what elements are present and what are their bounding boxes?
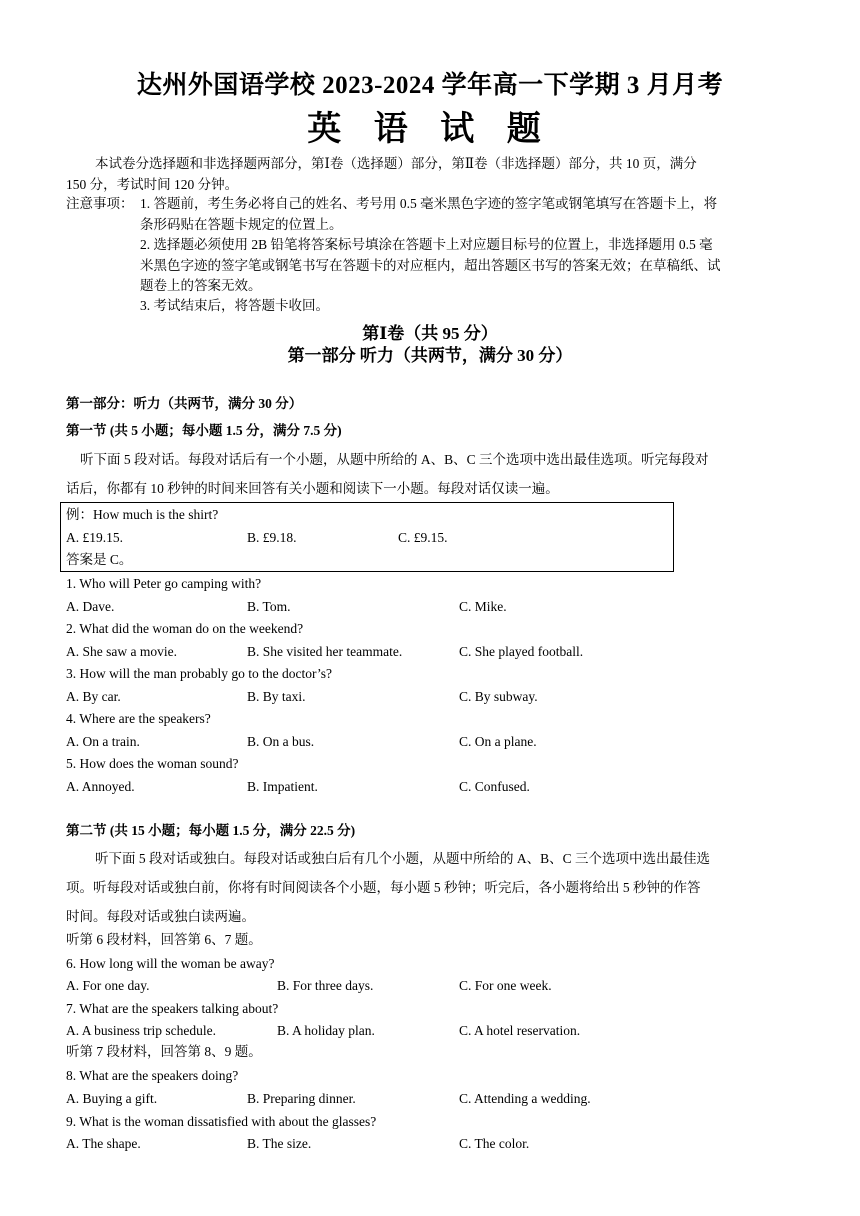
question-4-option-b: B. On a bus. xyxy=(247,734,315,749)
section-1-instruction-1: 听下面 5 段对话。每段对话后有一个小题，从题中所给的 A、B、C 三个选项中选出最佳选项。听完每段对 xyxy=(80,452,709,467)
question-4-option-c: C. On a plane. xyxy=(459,734,537,749)
question-4-option-a: A. On a train. xyxy=(66,734,140,749)
question-5: 5. How does the woman sound? xyxy=(66,756,239,771)
note-2-line-3: 题卷上的答案无效。 xyxy=(140,278,262,293)
question-2-option-c: C. She played football. xyxy=(459,644,584,659)
question-8-option-b: B. Preparing dinner. xyxy=(247,1091,356,1106)
question-2-option-a: A. She saw a movie. xyxy=(66,644,177,659)
question-7-option-c: C. A hotel reservation. xyxy=(459,1023,581,1038)
question-5-option-c: C. Confused. xyxy=(459,779,530,794)
section-2-instruction-1: 听下面 5 段对话或独白。每段对话或独白后有几个小题，从题中所给的 A、B、C 三个选项中选出最佳选 xyxy=(95,851,711,866)
question-6-option-c: C. For one week. xyxy=(459,978,552,993)
question-6-option-a: A. For one day. xyxy=(66,978,150,993)
question-7: 7. What are the speakers talking about? xyxy=(66,1001,279,1016)
question-1: 1. Who will Peter go camping with? xyxy=(66,576,262,591)
question-9-option-c: C. The color. xyxy=(459,1136,530,1151)
question-1-option-c: C. Mike. xyxy=(459,599,507,614)
question-8-option-a: A. Buying a gift. xyxy=(66,1091,158,1106)
listening-part-label: 第一部分：听力（共两节，满分 30 分） xyxy=(66,396,303,411)
question-3-option-a: A. By car. xyxy=(66,689,121,704)
note-2-line-1: 2. 选择题必须使用 2B 铅笔将答案标号填涂在答题卡上对应题目标号的位置上，非选择题用 0.5 毫 xyxy=(140,237,713,252)
note-1-line-1: 1. 答题前，考生务必将自己的姓名、考号用 0.5 毫米黑色字迹的签字笔或钢笔填写在答题卡上，将 xyxy=(140,196,718,211)
question-9-option-b: B. The size. xyxy=(247,1136,312,1151)
question-8-option-c: C. Attending a wedding. xyxy=(459,1091,591,1106)
example-question: 例：How much is the shirt? xyxy=(66,507,219,522)
question-9: 9. What is the woman dissatisfied with about the glasses? xyxy=(66,1114,377,1129)
intro-line-2: 150 分，考试时间 120 分钟。 xyxy=(66,177,239,192)
material-7-note: 听第 7 段材料，回答第 8、9 题。 xyxy=(66,1044,262,1059)
question-3-option-c: C. By subway. xyxy=(459,689,538,704)
question-3: 3. How will the man probably go to the doctor’s? xyxy=(66,666,332,681)
question-7-option-b: B. A holiday plan. xyxy=(277,1023,375,1038)
question-6-option-b: B. For three days. xyxy=(277,978,374,993)
section-2-instruction-2: 项。听每段对话或独白前，你将有时间阅读各个小题，每小题 5 秒钟；听完后，各小题将给出 5 秒钟的作答 xyxy=(66,880,701,895)
subject-title: 英 语 试 题 xyxy=(307,111,553,148)
example-answer: 答案是 C。 xyxy=(66,552,133,567)
volume-title: 第Ⅰ卷（共 95 分） xyxy=(362,324,498,343)
example-option-a: A. £19.15. xyxy=(66,530,123,545)
question-5-option-b: B. Impatient. xyxy=(247,779,318,794)
section-2-instruction-3: 时间。每段对话或独白读两遍。 xyxy=(66,909,255,924)
notes-label: 注意事项： xyxy=(66,196,134,211)
material-6-note: 听第 6 段材料，回答第 6、7 题。 xyxy=(66,932,262,947)
intro-line-1: 本试卷分选择题和非选择题两部分，第Ⅰ卷（选择题）部分，第Ⅱ卷（非选择题）部分，共 10 页，满分 xyxy=(95,156,697,171)
question-2-option-b: B. She visited her teammate. xyxy=(247,644,403,659)
question-4: 4. Where are the speakers? xyxy=(66,711,211,726)
question-6: 6. How long will the woman be away? xyxy=(66,956,275,971)
note-2-line-2: 米黑色字迹的签字笔或钢笔书写在答题卡的对应框内，超出答题区书写的答案无效；在草稿纸、试 xyxy=(140,258,721,273)
note-3: 3. 考试结束后，将答题卡收回。 xyxy=(140,298,329,313)
example-option-c: C. £9.15. xyxy=(398,530,448,545)
question-5-option-a: A. Annoyed. xyxy=(66,779,135,794)
question-8: 8. What are the speakers doing? xyxy=(66,1068,239,1083)
section-1-instruction-2: 话后，你都有 10 秒钟的时间来回答有关小题和阅读下一小题。每段对话仅读一遍。 xyxy=(66,481,559,496)
question-1-option-b: B. Tom. xyxy=(247,599,291,614)
section-2-label: 第二节 (共 15 小题；每小题 1.5 分，满分 22.5 分) xyxy=(66,823,356,838)
question-1-option-a: A. Dave. xyxy=(66,599,115,614)
section-1-label: 第一节 (共 5 小题；每小题 1.5 分，满分 7.5 分) xyxy=(66,423,342,438)
question-9-option-a: A. The shape. xyxy=(66,1136,141,1151)
question-7-option-a: A. A business trip schedule. xyxy=(66,1023,216,1038)
exam-title: 达州外国语学校 2023-2024 学年高一下学期 3 月月考 xyxy=(136,72,724,99)
part-one-heading: 第一部分 听力（共两节，满分 30 分） xyxy=(287,346,573,365)
question-2: 2. What did the woman do on the weekend? xyxy=(66,621,304,636)
example-option-b: B. £9.18. xyxy=(247,530,297,545)
question-3-option-b: B. By taxi. xyxy=(247,689,306,704)
note-1-line-2: 条形码贴在答题卡规定的位置上。 xyxy=(140,217,343,232)
